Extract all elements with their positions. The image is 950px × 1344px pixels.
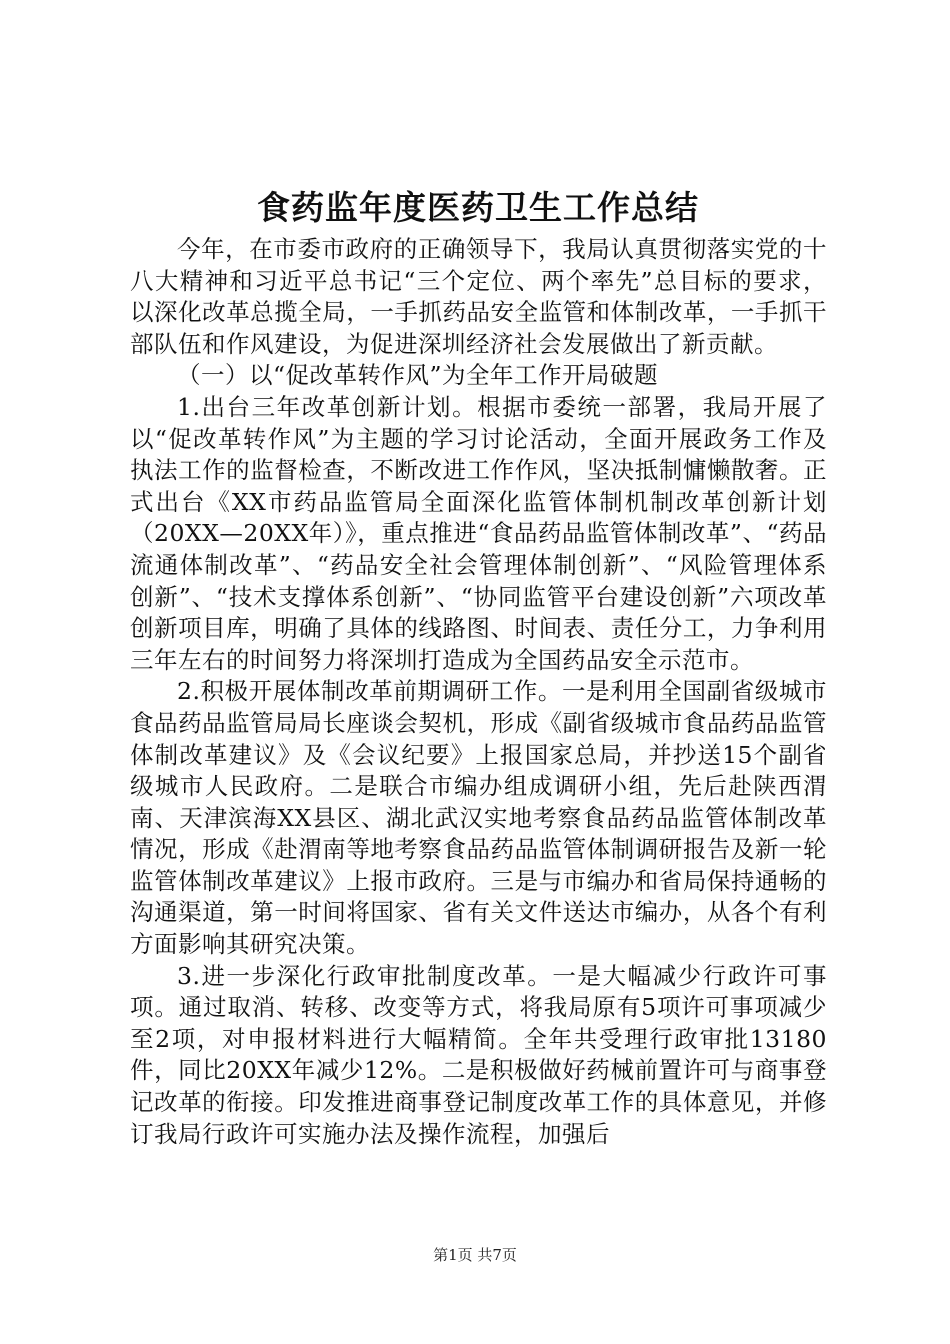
paragraph-intro: 今年，在市委市政府的正确领导下，我局认真贯彻落实党的十八大精神和习近平总书记“三个定位、两个率先”总目标的要求，以深化改革总揽全局，一手抓药品安全监管和体制改革，一手抓干部队伍和作风建设，为促进深圳经济社会发展做出了新贡献。	[130, 235, 827, 358]
paragraph-item-3: 3.进一步深化行政审批制度改革。一是大幅减少行政许可事项。通过取消、转移、改变等方式，将我局原有5项许可事项减少至2项，对申报材料进行大幅精简。全年共受理行政审批13180件，同比20XX年减少12%。二是积极做好药械前置许可与商事登记改革的衔接。印发推进商事登记制度改革工作的具体意见，并修订我局行政许可实施办法及操作流程，加强后	[130, 961, 827, 1148]
paragraph-item-1: 1.出台三年改革创新计划。根据市委统一部署，我局开展了以“促改革转作风”为主题的学习讨论活动，全面开展政务工作及执法工作的监督检查，不断改进工作作风，坚决抵制慵懒散奢。正式出台《XX市药品监管局全面深化监管体制机制改革创新计划（20XX—20XX年）》，重点推进“食品药品监管体制改革”、“药品流通体制改革”、“药品安全社会管理体制创新”、“风险管理体系创新”、“技术支撑体系创新”、“协同监管平台建设创新”六项改革创新项目库，明确了具体的线路图、时间表、责任分工，力争利用三年左右的时间努力将深圳打造成为全国药品安全示范市。	[130, 392, 827, 674]
document-title: 食药监年度医药卫生工作总结	[257, 188, 699, 227]
paragraph-item-2: 2.积极开展体制改革前期调研工作。一是利用全国副省级城市食品药品监管局局长座谈会契机，形成《副省级城市食品药品监管体制改革建议》及《会议纪要》上报国家总局，并抄送15个副省级城市人民政府。二是联合市编办组成调研小组，先后赴陕西渭南、天津滨海XX县区、湖北武汉实地考察食品药品监管体制改革情况，形成《赴渭南等地考察食品药品监管体制调研报告及新一轮监管体制改革建议》上报市政府。三是与市编办和省局保持通畅的沟通渠道，第一时间将国家、省有关文件送达市编办，从各个有利方面影响其研究决策。	[130, 677, 827, 959]
page-footer: 第1页 共7页	[433, 1246, 517, 1264]
section-heading: （一）以“促改革转作风”为全年工作开局破题	[177, 361, 659, 390]
document-body	[130, 234, 827, 1150]
